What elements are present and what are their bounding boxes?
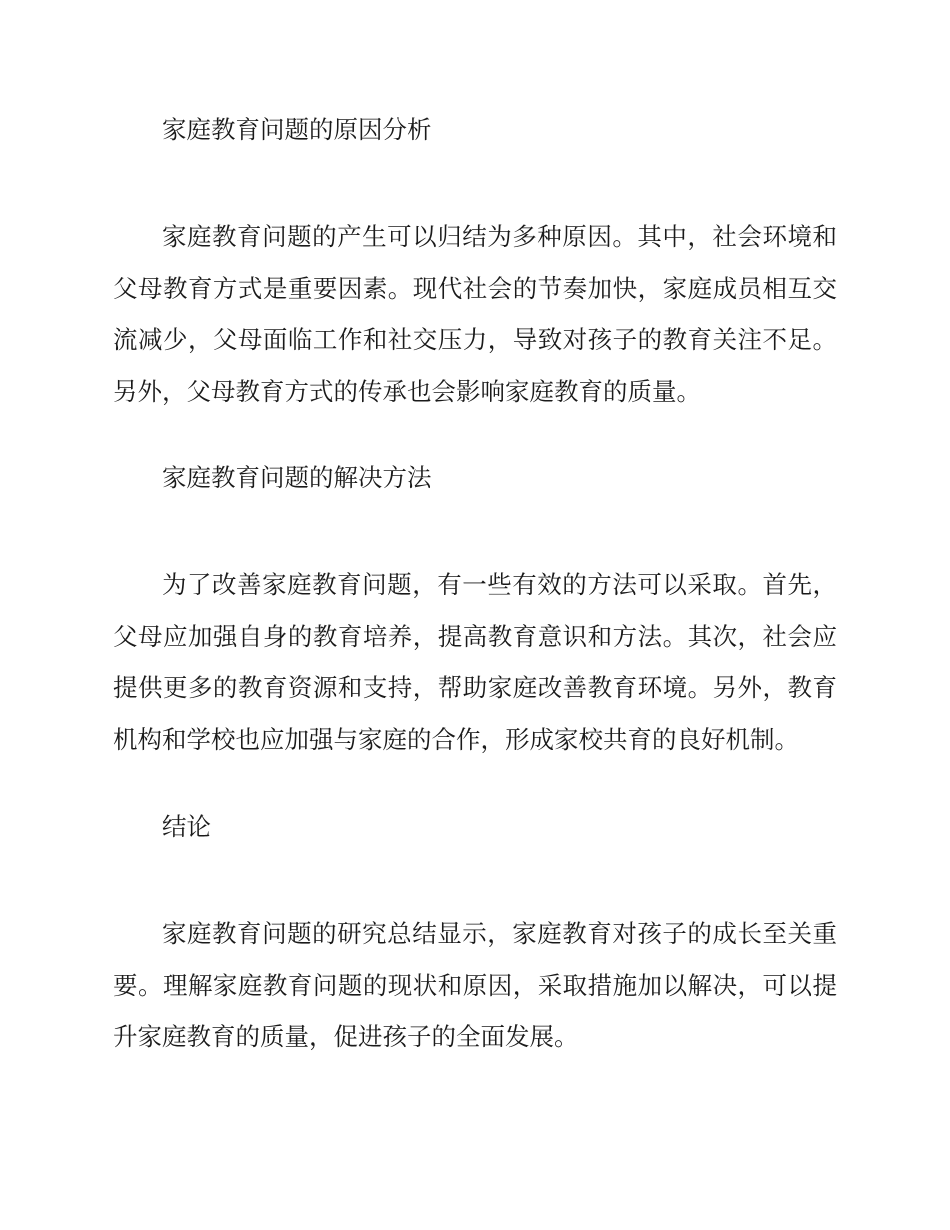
section-heading-conclusion: 结论 xyxy=(162,812,211,841)
section-body-causes: 家庭教育问题的产生可以归结为多种原因。其中，社会环境和父母教育方式是重要因素。现代社会的节奏加快，家庭成员相互交流减少，父母面临工作和社交压力，导致对孩子的教育关注不足。另外，父母教育方式的传承也会影响家庭教育的质量。 xyxy=(113,222,837,406)
section-body-solutions: 为了改善家庭教育问题，有一些有效的方法可以采取。首先，父母应加强自身的教育培养，提高教育意识和方法。其次，社会应提供更多的教育资源和支持，帮助家庭改善教育环境。另外，教育机构和学校也应加强与家庭的合作，形成家校共育的良好机制。 xyxy=(113,570,837,754)
section-body-conclusion: 家庭教育问题的研究总结显示，家庭教育对孩子的成长至关重要。理解家庭教育问题的现状和原因，采取措施加以解决，可以提升家庭教育的质量，促进孩子的全面发展。 xyxy=(113,919,837,1051)
section-heading-solutions: 家庭教育问题的解决方法 xyxy=(162,463,432,492)
section-heading-causes: 家庭教育问题的原因分析 xyxy=(162,115,432,144)
